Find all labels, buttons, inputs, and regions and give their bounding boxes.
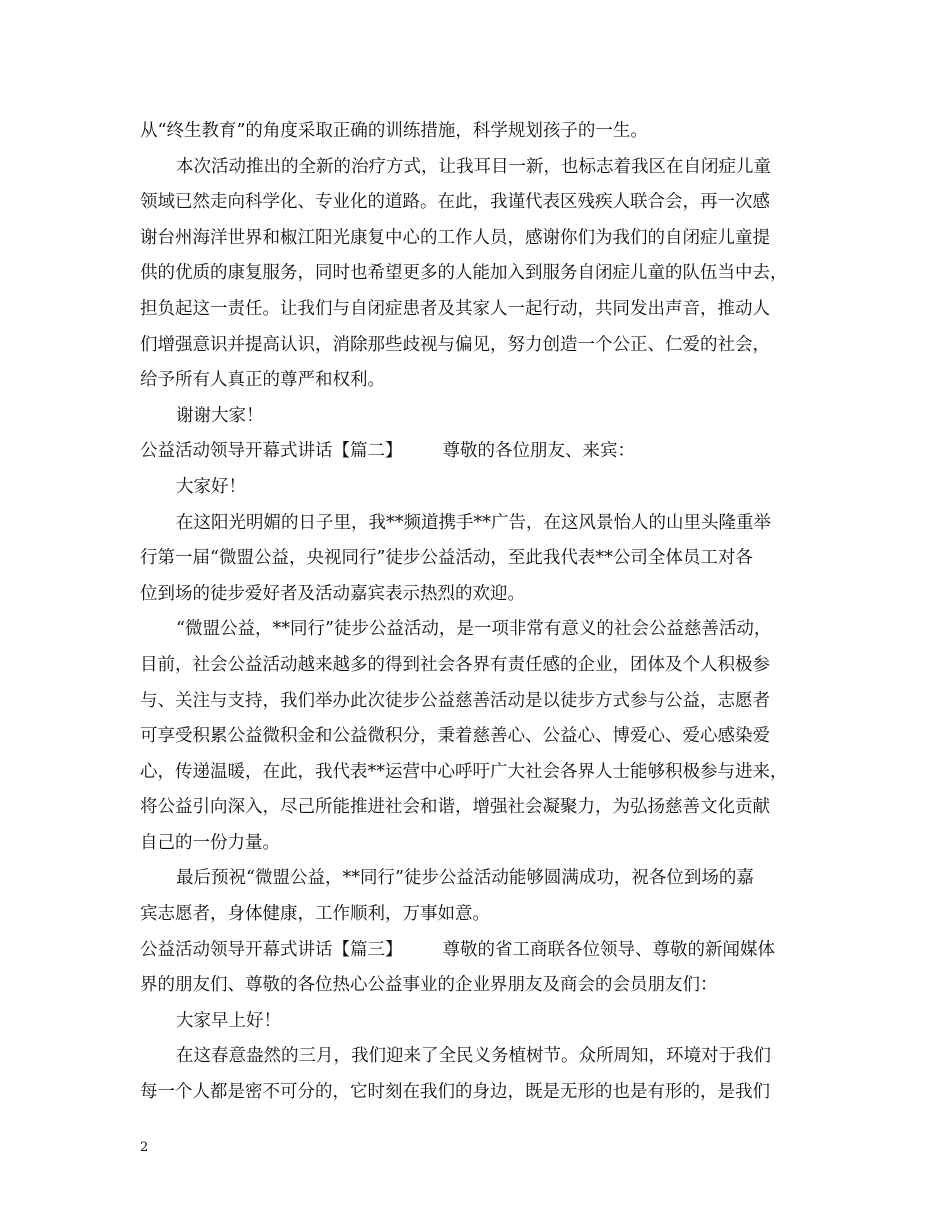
- text-line: [140, 470, 830, 506]
- line-text: 从“终生教育”的角度采取正确的训练措施，科学规划孩子的一生。: [140, 121, 648, 141]
- text-line: [140, 755, 830, 791]
- text-line: [140, 363, 830, 399]
- section-heading-line: [140, 434, 830, 470]
- text-line: [140, 399, 830, 435]
- line-text: 在这阳光明媚的日子里，我**频道携手**广告，在这风景怡人的山里头隆重举: [176, 512, 771, 533]
- salutation-text: 尊敬的各位朋友、来宾：: [442, 441, 635, 462]
- text-line: [140, 506, 830, 542]
- section-heading: 公益活动领导开幕式讲话【篇二】: [140, 441, 403, 462]
- text-line: [140, 968, 830, 1004]
- salutation-text: 尊敬的省工商联各位领导、尊敬的新闻媒体: [442, 939, 775, 960]
- text-line: [140, 719, 830, 755]
- text-line: [140, 114, 830, 150]
- text-line: [140, 790, 830, 826]
- line-text: “微盟公益，**同行”徒步公益活动，是一项非常有意义的社会公益慈善活动，: [176, 619, 772, 640]
- text-line: [140, 292, 830, 328]
- line-text: 领域已然走向科学化、专业化的道路。在此，我谨代表区残疾人联合会，再一次感: [140, 192, 770, 213]
- text-line: [140, 612, 830, 648]
- line-text: 大家早上好！: [176, 1010, 281, 1031]
- text-line: [140, 328, 830, 364]
- line-text: 们增强意识并提高认识，消除那些歧视与偏见，努力创造一个公正、仁爱的社会，: [140, 334, 770, 355]
- text-line: [140, 1039, 830, 1075]
- line-text: 界的朋友们、尊敬的各位热心公益事业的企业界朋友及商会的会员朋友们：: [140, 975, 718, 996]
- text-line: [140, 826, 830, 862]
- text-line: [140, 897, 830, 933]
- text-line: [140, 577, 830, 613]
- line-text: 谢谢大家！: [176, 405, 264, 426]
- text-line: [140, 861, 830, 897]
- line-text: 担负起这一责任。让我们与自闭症患者及其家人一起行动，共同发出声音，推动人: [140, 298, 770, 319]
- document-body: [140, 114, 830, 1111]
- line-text: 行第一届“微盟公益，央视同行”徒步公益活动，至此我代表**公司全体员工对各: [140, 548, 753, 569]
- line-text: 谢台州海洋世界和椒江阳光康复中心的工作人员，感谢你们为我们的自闭症儿童提: [140, 227, 770, 248]
- line-text: 大家好！: [176, 476, 246, 497]
- section-heading: 公益活动领导开幕式讲话【篇三】: [140, 939, 403, 960]
- section-heading-line: [140, 933, 830, 969]
- line-text: 与、关注与支持，我们举办此次徒步公益慈善活动是以徒步方式参与公益，志愿者: [140, 690, 770, 711]
- line-text: 宾志愿者，身体健康，工作顺利，万事如意。: [140, 904, 490, 925]
- line-text: 每一个人都是密不可分的，它时刻在我们的身边，既是无形的也是有形的，是我们: [140, 1082, 770, 1103]
- line-text: 在这春意盎然的三月，我们迎来了全民义务植树节。众所周知，环境对于我们: [176, 1046, 771, 1067]
- line-text: 可享受积累公益微积金和公益微积分，秉着慈善心、公益心、博爱心、爱心感染爱: [140, 726, 770, 747]
- page-number: 2: [140, 1140, 149, 1155]
- text-line: [140, 221, 830, 257]
- text-line: [140, 256, 830, 292]
- line-text: 给予所有人真正的尊严和权利。: [140, 370, 385, 391]
- text-line: [140, 684, 830, 720]
- line-text: 目前，社会公益活动越来越多的得到社会各界有责任感的企业，团体及个人积极参: [140, 654, 770, 675]
- text-line: [140, 185, 830, 221]
- line-text: 自己的一份力量。: [140, 832, 280, 853]
- line-text: 位到场的徒步爱好者及活动嘉宾表示热烈的欢迎。: [140, 583, 525, 604]
- text-line: [140, 541, 830, 577]
- text-line: [140, 1075, 830, 1111]
- text-line: [140, 648, 830, 684]
- line-text: 最后预祝“微盟公益，**同行”徒步公益活动能够圆满成功，祝各位到场的嘉: [176, 868, 754, 889]
- line-text: 供的优质的康复服务，同时也希望更多的人能加入到服务自闭症儿童的队伍当中去，: [140, 263, 788, 284]
- line-text: 本次活动推出的全新的治疗方式，让我耳目一新，也标志着我区在自闭症儿童: [176, 156, 771, 177]
- line-text: 心，传递温暖，在此，我代表**运营中心呼吁广大社会各界人士能够积极参与进来，: [140, 761, 788, 782]
- text-line: [140, 1004, 830, 1040]
- text-line: [140, 150, 830, 186]
- line-text: 将公益引向深入，尽己所能推进社会和谐，增强社会凝聚力，为弘扬慈善文化贡献: [140, 797, 770, 818]
